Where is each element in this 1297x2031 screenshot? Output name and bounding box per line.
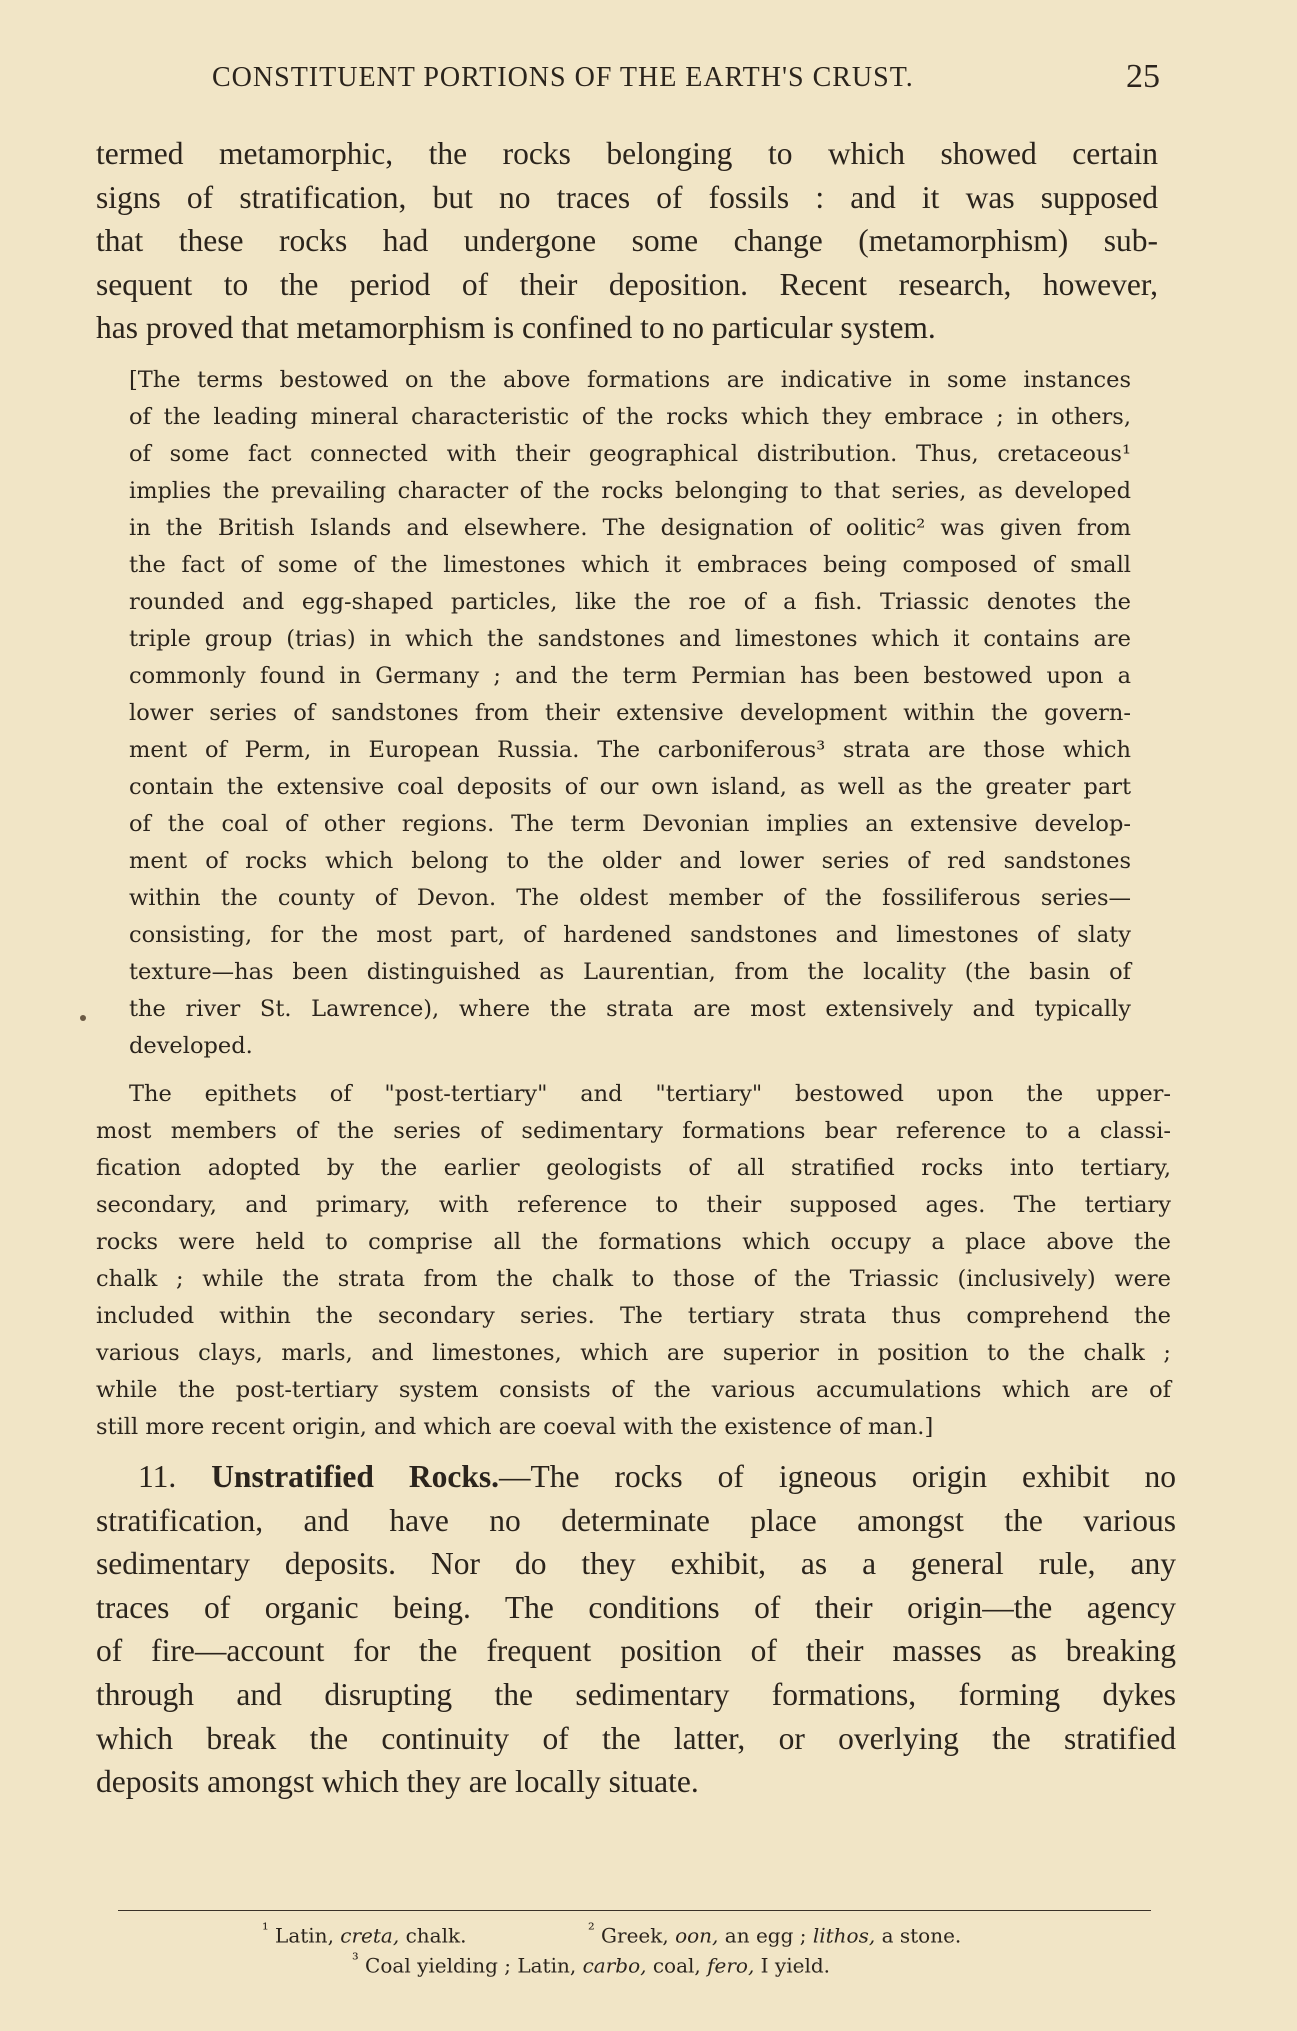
note1-line: implies the prevailing character of the rocks belonging to that series, as developed	[129, 478, 1131, 504]
note1-line: consisting, for the most part, of hardened sandstones and limestones of slaty	[129, 922, 1131, 948]
section-line: stratification, and have no determinate place amongst the various	[96, 1502, 1176, 1538]
note1-line: the fact of some of the limestones which it embraces being composed of small	[129, 552, 1131, 578]
note1-line: in the British Islands and elsewhere. The designation of oolitic² was given from	[129, 515, 1131, 541]
note1-line: ment of rocks which belong to the older and lower series of red sandstones	[129, 848, 1131, 874]
footnote-rule	[118, 1910, 1151, 1911]
bracketed-note-paragraph-2	[96, 1076, 1171, 1446]
note2-line: most members of the series of sedimentary formations bear reference to a classi-	[96, 1118, 1171, 1144]
footnote-1: $^{^1}$ Latin, creta, chalk.	[262, 1920, 467, 1948]
section-line: traces of organic being. The conditions of their origin—the agency	[96, 1589, 1176, 1625]
note1-line: rounded and egg-shaped particles, like the roe of a fish. Triassic denotes the	[129, 589, 1131, 615]
note1-line: of the leading mineral characteristic of the rocks which they embrace ; in others,	[129, 404, 1131, 430]
note2-line: chalk ; while the strata from the chalk to those of the Triassic (inclusively) were	[96, 1266, 1171, 1292]
section-unstratified-rocks	[96, 1455, 1176, 1804]
section-heading: Unstratified Rocks.	[211, 1459, 500, 1494]
note1-line: ment of Perm, in European Russia. The carboniferous³ strata are those which	[129, 737, 1131, 763]
note1-line: developed.	[129, 1033, 253, 1059]
intro-line: termed metamorphic, the rocks belonging to which showed certain	[96, 136, 1158, 171]
note1-line: the river St. Lawrence), where the strata are most extensively and typically	[129, 996, 1131, 1022]
note1-line: contain the extensive coal deposits of our own island, as well as the greater part	[129, 774, 1131, 800]
footnote-2: $^{^2}$ Greek, oon, an egg ; lithos, a stone.	[588, 1920, 962, 1948]
note1-line: of the coal of other regions. The term Devonian implies an extensive develop-	[129, 811, 1131, 837]
note1-line: lower series of sandstones from their extensive development within the govern-	[129, 700, 1131, 726]
note1-line: [The terms bestowed on the above formations are indicative in some instances	[129, 367, 1131, 393]
note1-line: of some fact connected with their geographical distribution. Thus, cretaceous¹	[129, 441, 1131, 467]
note1-line: within the county of Devon. The oldest member of the fossiliferous series—	[129, 885, 1131, 911]
intro-line: that these rocks had undergone some change (metamorphism) sub-	[96, 223, 1158, 259]
section-line: of fire—account for the frequent position of their masses as breaking	[96, 1633, 1176, 1669]
note1-line: commonly found in Germany ; and the term Permian has been bestowed upon a	[129, 663, 1131, 689]
note2-line: secondary, and primary, with reference to their supposed ages. The tertiary	[96, 1192, 1171, 1218]
intro-line: signs of stratification, but no traces of fossils : and it was supposed	[96, 179, 1158, 215]
intro-line: sequent to the period of their deposition. Recent research, however,	[96, 266, 1158, 302]
note1-line: triple group (trias) in which the sandstones and limestones which it contains are	[129, 626, 1131, 652]
footnote-3: $^{^3}$ Coal yielding ; Latin, carbo, coal, fero, I yield.	[352, 1950, 831, 1978]
bracketed-note-paragraph-1	[96, 362, 1131, 1065]
intro-line: has proved that metamorphism is confined to no particular system.	[96, 310, 936, 346]
margin-dot	[80, 1015, 86, 1021]
section-first-line	[96, 1455, 1176, 1499]
note2-line: while the post-tertiary system consists of the various accumulations which are of	[96, 1377, 1171, 1403]
section-line: sedimentary deposits. Nor do they exhibit, as a general rule, any	[96, 1546, 1176, 1582]
section-line: through and disrupting the sedimentary formations, forming dykes	[96, 1676, 1176, 1712]
note2-line: included within the secondary series. The tertiary strata thus comprehend the	[96, 1303, 1171, 1329]
section-line: which break the continuity of the latter, or overlying the stratified	[96, 1720, 1176, 1756]
running-header	[100, 58, 1160, 102]
note1-line: texture—has been distinguished as Laurentian, from the locality (the basin of	[129, 959, 1131, 985]
note2-line: The epithets of "post-tertiary" and "tertiary" bestowed upon the upper-	[129, 1081, 1171, 1107]
note2-line: fication adopted by the earlier geologists of all stratified rocks into tertiary,	[96, 1155, 1171, 1181]
note2-line: still more recent origin, and which are coeval with the existence of man.]	[96, 1414, 934, 1440]
section-number: 11.	[138, 1459, 177, 1494]
section-line: deposits amongst which they are locally situate.	[96, 1764, 699, 1800]
note2-line: rocks were held to comprise all the formations which occupy a place above the	[96, 1229, 1171, 1255]
intro-paragraph	[96, 132, 1158, 350]
note2-line: various clays, marls, and limestones, which are superior in position to the chalk ;	[96, 1340, 1171, 1366]
running-title: CONSTITUENT PORTIONS OF THE EARTH'S CRUST.	[212, 62, 914, 93]
page-number: 25	[1126, 58, 1160, 95]
section-first-line-text: —The rocks of igneous origin exhibit no	[499, 1459, 1176, 1494]
